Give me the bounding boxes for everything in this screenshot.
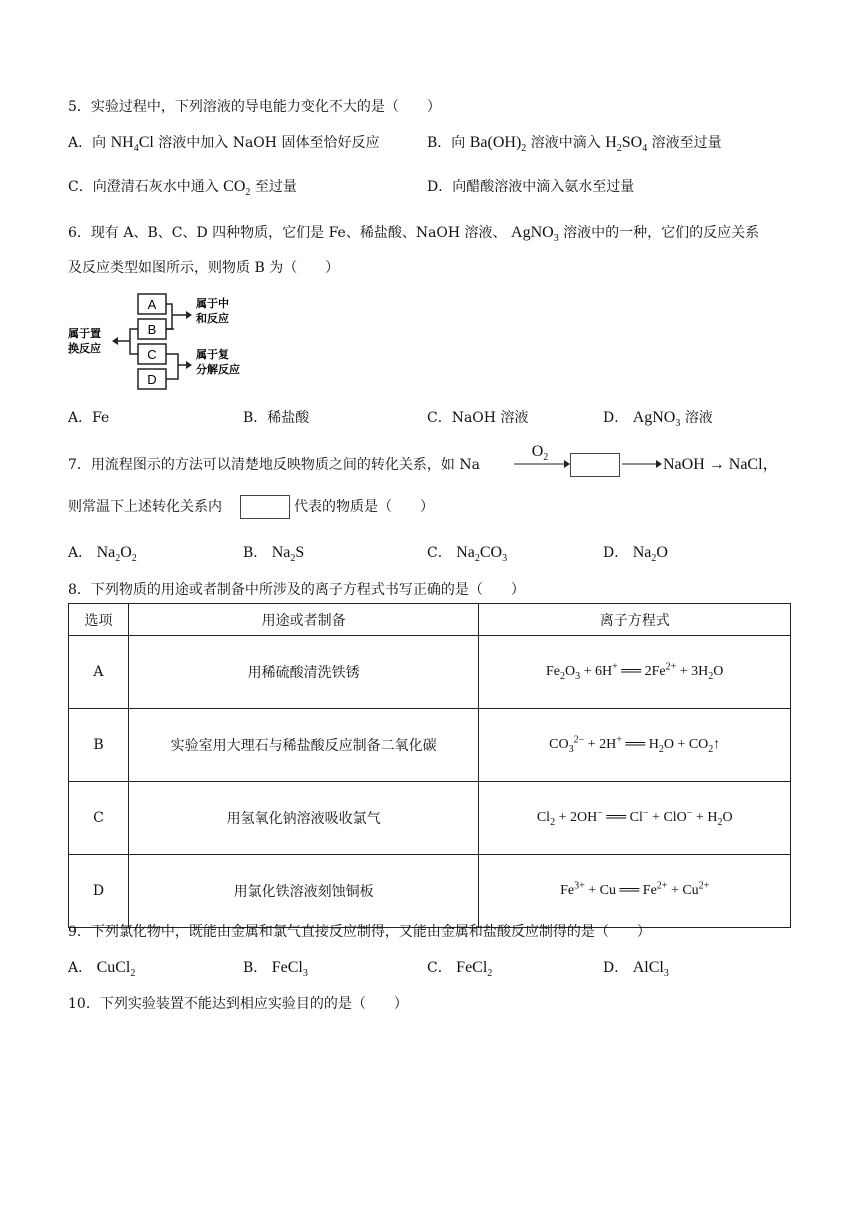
q7-stem-2b: 代表的物质是（ ） <box>294 499 434 515</box>
q7-tail: NaOH → NaCl， <box>663 456 779 473</box>
q5-a-formula: $NH_4Cl$ <box>110 134 154 155</box>
q7-arrow-2 <box>622 456 662 472</box>
q9-option-c <box>427 958 492 978</box>
q7-option-a <box>68 543 137 563</box>
q8-row-b-use: 实验室用大理石与稀盐酸反应制备二氧化碳 <box>128 709 478 782</box>
q5-b-formula-2: $H_2SO_4$ <box>605 134 648 155</box>
q7-stem-2 <box>68 497 222 517</box>
q7-option-d-formula: $Na_2O$ <box>632 544 668 565</box>
q7-option-c <box>427 543 507 563</box>
q6-label-displace-2: 换反应 <box>68 342 101 355</box>
q6-label-double-2: 分解反应 <box>196 363 240 376</box>
q8-header-option: 选项 <box>69 604 129 636</box>
q8-row-a-use: 用稀硫酸清洗铁锈 <box>128 636 478 709</box>
q9-stem: 9．下列氯化物中，既能由金属和氯气直接反应制得，又能由金属和盐酸反应制得的是（ ） <box>68 924 651 940</box>
q9-option-d-formula: AlCl$_3$ <box>632 959 669 980</box>
q6-stem-1-text: 6．现有 A、B、C、D 四种物质，它们是 Fe、稀盐酸、NaOH 溶液、 <box>68 225 507 241</box>
q9-option-c-formula: FeCl$_2$ <box>456 959 493 980</box>
q9-option-d-label: D． <box>603 960 629 976</box>
q8-stem: 8．下列物质的用途或者制备中所涉及的离子方程式书写正确的是（ ） <box>68 582 525 598</box>
q6-stem-1 <box>68 223 759 243</box>
q7-stem-1-text: 7．用流程图示的方法可以清楚地反映物质之间的转化关系，如 Na <box>68 457 480 473</box>
q7-stem-1 <box>68 455 480 475</box>
q5-a-text: 溶液中加入 NaOH 固体至恰好反应 <box>158 135 380 151</box>
q5-b-mid: 溶液中滴入 <box>530 135 601 151</box>
q6-option-a: A．Fe <box>68 410 110 426</box>
q5-option-a <box>68 133 379 153</box>
q6-label-neutral-2: 和反应 <box>196 312 229 325</box>
q7-option-d <box>603 543 668 563</box>
q6-option-d <box>603 408 713 428</box>
q6-label-displace-1: 属于置 <box>68 327 101 340</box>
q5-b-formula-1: $Ba(OH)_2$ <box>469 134 527 155</box>
q9-option-d <box>603 958 669 978</box>
q10-stem: 10．下列实验装置不能达到相应实验目的的是（ ） <box>68 996 408 1012</box>
q8-row-d-use: 用氯化铁溶液刻蚀铜板 <box>128 855 478 928</box>
q7-option-c-formula: $Na_2CO_3$ <box>456 544 508 565</box>
q8-row-c-option: C <box>69 782 129 855</box>
q5-b-text: 溶液至过量 <box>651 135 722 151</box>
q7-arrow-o2: $O_2$ <box>531 443 549 464</box>
q7-option-a-formula: $Na_2O_2$ <box>96 544 137 565</box>
q8-row-b-option: B <box>69 709 129 782</box>
table-row <box>69 782 791 855</box>
q6-reaction-diagram <box>68 291 258 395</box>
q9-option-a-label: A． <box>68 960 93 976</box>
q7-blank-box-2 <box>240 495 290 519</box>
q7-option-d-label: D． <box>603 545 629 561</box>
q5-c-formula: $CO_2$ <box>223 178 251 199</box>
q6-stem-2: 及反应类型如图所示，则物质 B 为（ ） <box>68 260 340 276</box>
q6-box-d-label: D <box>147 372 157 387</box>
q5-option-b <box>427 133 722 153</box>
q7-option-a-label: A． <box>68 545 93 561</box>
q8-table-header-row <box>69 604 791 636</box>
q8-header-equation: 离子方程式 <box>479 604 791 636</box>
q5-option-d: D．向醋酸溶液中滴入氨水至过量 <box>427 179 635 195</box>
q6-box-c-label: C <box>147 347 157 362</box>
q6-option-c: C．NaOH 溶液 <box>427 410 529 426</box>
table-row <box>69 709 791 782</box>
q6-label-neutral-1: 属于中 <box>196 297 229 310</box>
q5-option-c <box>68 177 297 197</box>
q8-row-a-option: A <box>69 636 129 709</box>
q8-row-d-equation: $Fe^{3+} + Cu$ ══ $Fe^{2+} + Cu^{2+}$ <box>479 855 791 928</box>
q6-option-d-label: D． <box>603 410 629 426</box>
q7-option-b-formula: $Na_2S$ <box>271 544 305 565</box>
q7-stem-2a: 则常温下上述转化关系内 <box>68 499 222 515</box>
q6-box-b-label: B <box>147 322 157 337</box>
q5-b-label: B．向 <box>427 135 466 151</box>
q7-option-b-label: B． <box>243 545 268 561</box>
q7-blank-box-1 <box>570 453 620 477</box>
q8-header-use: 用途或者制备 <box>128 604 478 636</box>
q8-row-d-option: D <box>69 855 129 928</box>
q7-option-b <box>243 543 304 563</box>
q5-c-label: C．向澄清石灰水中通入 <box>68 179 219 195</box>
table-row <box>69 636 791 709</box>
q6-option-d-suffix: 溶液 <box>684 410 713 426</box>
q8-table <box>68 603 791 928</box>
q5-stem: 5．实验过程中，下列溶液的导电能力变化不大的是（ ） <box>68 99 441 115</box>
q9-option-c-label: C． <box>427 960 452 976</box>
q7-option-c-label: C． <box>427 545 452 561</box>
q6-agno3: AgNO$_3$ <box>511 224 559 245</box>
q8-row-c-use: 用氢氧化钠溶液吸收氯气 <box>128 782 478 855</box>
table-row <box>69 855 791 928</box>
q9-option-a <box>68 958 135 978</box>
q7-arrow-1 <box>514 456 570 472</box>
q6-stem-1b: 溶液中的一种，它们的反应关系 <box>563 225 760 241</box>
q8-row-c-equation: $Cl_2 + 2OH^-$ ══ $Cl^- + ClO^- + H_2O$ <box>479 782 791 855</box>
q8-row-a-equation: $Fe_2O_3 + 6H^+$ ══ $2Fe^{2+} + 3H_2O$ <box>479 636 791 709</box>
q6-option-b: B．稀盐酸 <box>243 410 310 426</box>
q9-option-b-formula: FeCl$_3$ <box>271 959 308 980</box>
q5-c-text: 至过量 <box>254 179 297 195</box>
q9-option-b-label: B． <box>243 960 268 976</box>
q9-option-b <box>243 958 308 978</box>
q6-option-d-formula: AgNO$_3$ <box>632 409 681 430</box>
q9-option-a-formula: CuCl$_2$ <box>96 959 136 980</box>
q8-row-b-equation: $CO_3^{2-} + 2H^+$ ══ $H_2O$ + $CO_2↑$ <box>479 709 791 782</box>
q6-box-a-label: A <box>147 297 157 312</box>
q6-label-double-1: 属于复 <box>196 348 229 361</box>
q5-a-label: A．向 <box>68 135 107 151</box>
